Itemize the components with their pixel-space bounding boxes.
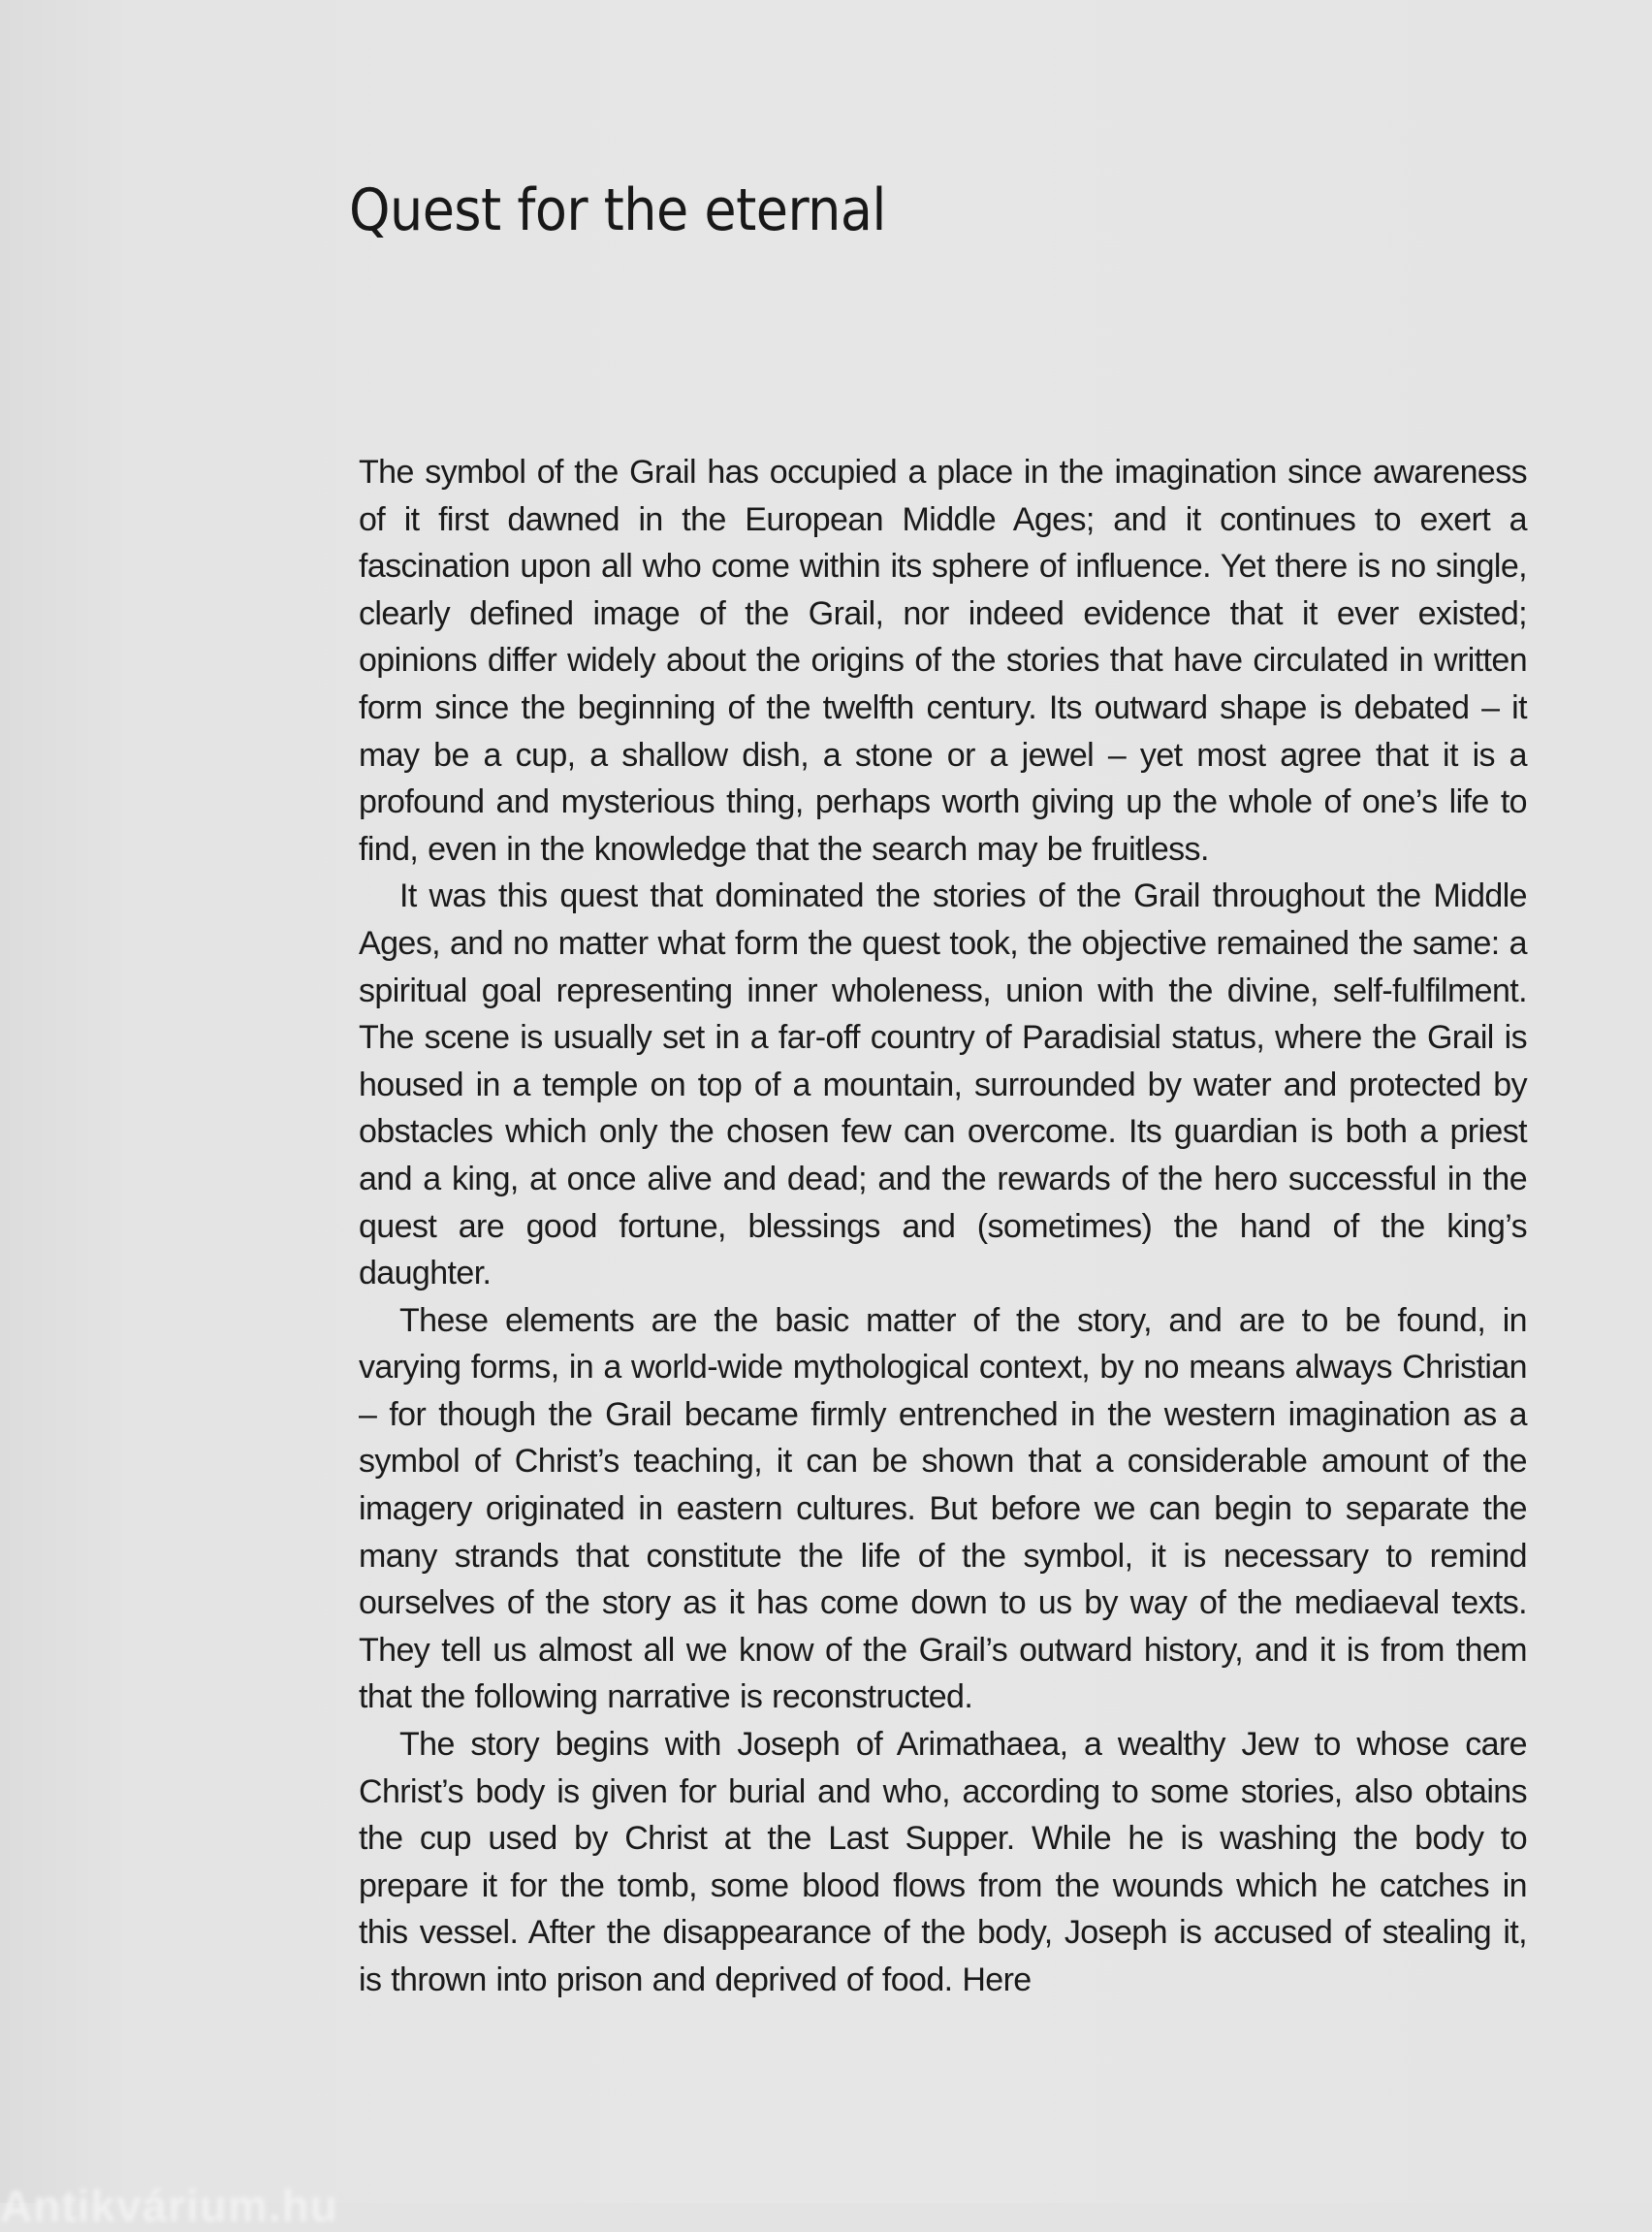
paragraph-2: It was this quest that dominated the stories of the Grail throughout the Middle Ages, and no matter what form the quest took, the objective remained the same: a spiritual goal representing inner wholeness, union with the divine, self-fulfilment. The scene is usually set in a far-off country of Paradisial status, where the Grail is housed in a temple on top of a mountain, surrounded by water and protected by obstacles which only the chosen few can overcome. Its guardian is both a priest and a king, at once alive and dead; and the rewards of the hero successful in the quest are good fortune, blessings and (sometimes) the hand of the king’s daughter. xyxy=(359,877,1527,1292)
paragraph-1: The symbol of the Grail has occupied a place in the imagination since awareness of it first dawned in the European Middle Ages; and it continues to exert a fascination upon all who come within its sphere of influence. Yet there is no single, clearly defined image of the Grail, nor indeed evidence that it ever existed; opinions differ widely about the origins of the stories that have circulated in written form since the beginning of the twelfth century. Its outward shape is debated – it may be a cup, a shallow dish, a stone or a jewel – yet most agree that it is a profound and mysterious thing, perhaps worth giving up the whole of one’s life to find, even in the knowledge that the search may be fruitless. xyxy=(359,454,1527,868)
watermark: Antikvárium.hu xyxy=(0,2181,338,2231)
paragraph-3: These elements are the basic matter of the story, and are to be found, in varying forms, in a world-wide mythological context, by no means always Christian – for though the Grail became firmly entrenched in the western imagination as a symbol of Christ’s teaching, it can be shown that a considerable amount of the imagery originated in eastern cultures. But before we can begin to separate the many strands that constitute the life of the symbol, it is necessary to remind ourselves of the story as it has come down to us by way of the mediaeval texts. They tell us almost all we know of the Grail’s outward history, and it is from them that the following narrative is reconstructed. xyxy=(359,1301,1527,1716)
body-text xyxy=(359,449,1527,2004)
paragraph-4: The story begins with Joseph of Arimathaea, a wealthy Jew to whose care Christ’s body is given for burial and who, according to some stories, also obtains the cup used by Christ at the Last Supper. While he is washing the body to prepare it for the tomb, some blood flows from the wounds which he catches in this vessel. After the disappearance of the body, Joseph is accused of stealing it, is thrown into prison and deprived of food. Here xyxy=(359,1726,1527,1998)
chapter-title: Quest for the eternal xyxy=(349,176,886,244)
